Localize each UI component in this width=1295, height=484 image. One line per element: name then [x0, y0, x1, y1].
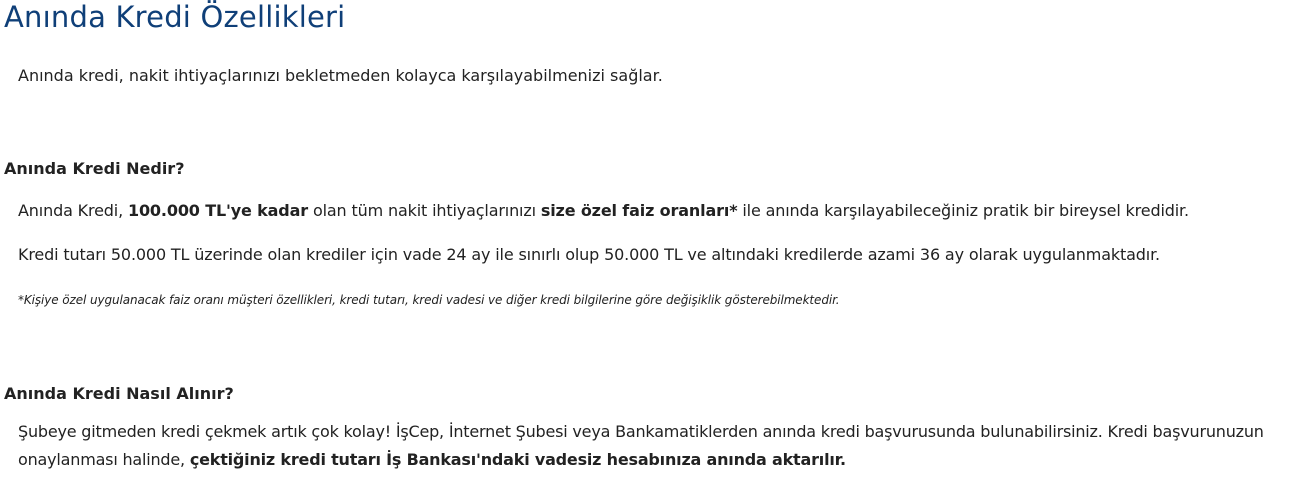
footnote: *Kişiye özel uygulanacak faiz oranı müşteri özellikleri, kredi tutarı, kredi vadesi ve diğer kredi bilgilerine göre değişiklik gösterebilmektedir.	[18, 293, 840, 307]
what-p1-limit: 100.000 TL'ye kadar	[127, 201, 309, 220]
what-p1-text-a: Anında Kredi,	[18, 201, 128, 220]
what-p1-rates: size özel faiz oranları*	[540, 201, 738, 220]
what-p1-text-e: ile anında karşılayabileceğiniz pratik bir bireysel kredidir.	[737, 201, 1189, 220]
page-title: Anında Kredi Özellikleri	[4, 0, 346, 34]
section-heading-what: Anında Kredi Nedir?	[4, 159, 185, 178]
what-paragraph-2: Kredi tutarı 50.000 TL üzerinde olan krediler için vade 24 ay ile sınırlı olup 50.000 TL ve altındaki kredilerde azami 36 ay olarak uygulanmaktadır.	[18, 245, 1160, 264]
section-heading-how: Anında Kredi Nasıl Alınır?	[4, 384, 234, 403]
what-paragraph-1	[18, 197, 1189, 225]
intro-text: Anında kredi, nakit ihtiyaçlarınızı bekletmeden kolayca karşılayabilmenizi sağlar.	[18, 66, 663, 85]
what-p1-text-c: olan tüm nakit ihtiyaçlarınızı	[308, 201, 541, 220]
how-paragraph	[18, 418, 1278, 474]
how-p-transfer: çektiğiniz kredi tutarı İş Bankası'ndaki vadesiz hesabınıza anında aktarılır.	[189, 450, 846, 469]
how-p-text-a: Şubeye gitmeden kredi çekmek artık çok kolay! İşCep, İnternet Şubesi veya Bankamatiklerden anında kredi başvurusunda bulunabilirsiniz. Kredi başvurunuzun onaylanması halinde,	[18, 422, 1264, 469]
